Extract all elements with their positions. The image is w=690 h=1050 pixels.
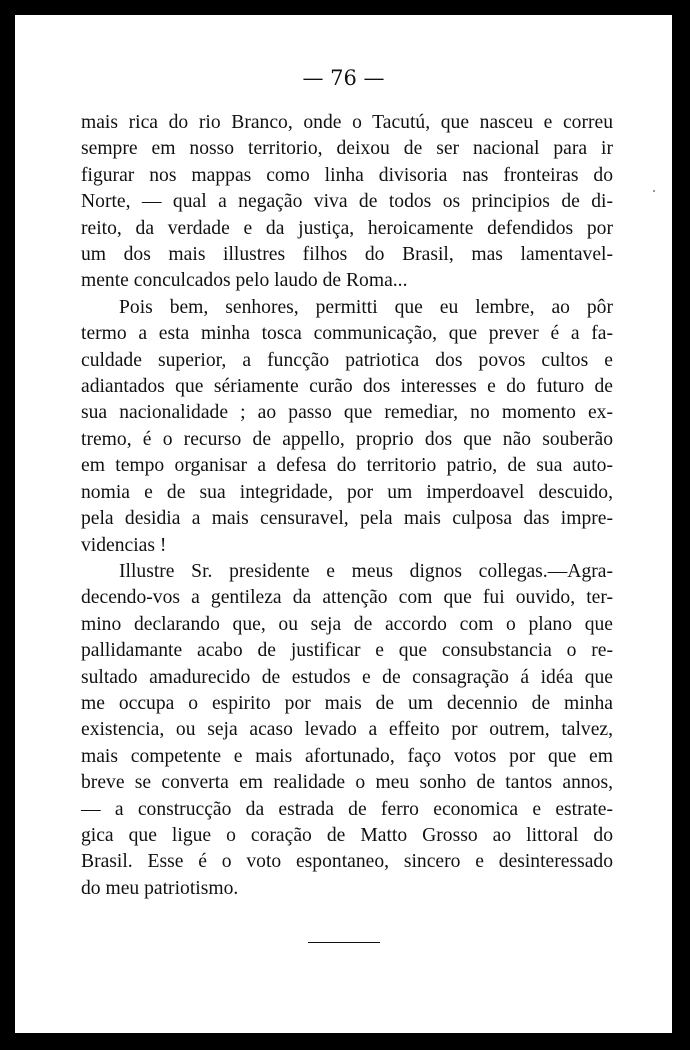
text-line: decendo-vos a gentileza da attenção com que fui ouvido, ter- [81, 587, 613, 609]
book-page [15, 15, 672, 1033]
text-line: pela desidia a mais censuravel, pela mais culposa das impre- [81, 508, 613, 530]
text-line: em tempo organisar a defesa do territorio patrio, de sua auto- [81, 455, 613, 477]
paragraph-1 [81, 110, 613, 295]
text-line: figurar nos mappas como linha divisoria nas fronteiras do [81, 164, 613, 186]
text-line: mente conculcados pelo laudo de Roma... [81, 270, 408, 292]
text-line: nomia e de sua integridade, por um imperdoavel descuido, [81, 481, 613, 503]
text-line: Illustre Sr. presidente e meus dignos collegas.—Agra- [119, 560, 613, 582]
text-line: videncias ! [81, 534, 167, 556]
paragraph-3 [81, 559, 613, 902]
text-line: mino declarando que, ou seja de accordo com o plano que [81, 613, 613, 635]
text-line: sua nacionalidade ; ao passo que remediar, no momento ex- [81, 402, 613, 424]
text-line: um dos mais illustres filhos do Brasil, mas lamentavel- [81, 244, 613, 266]
text-line: existencia, ou seja acaso levado a effeito por outrem, talvez, [81, 719, 613, 741]
end-rule [308, 942, 380, 943]
text-line: adiantados que sériamente curão dos interesses e do futuro de [81, 376, 613, 398]
text-line: mais rica do rio Branco, onde o Tacutú, que nasceu e correu [81, 112, 613, 133]
text-line: Norte, — qual a negação viva de todos os principios de di- [81, 191, 613, 213]
text-line: do meu patriotismo. [81, 877, 239, 899]
paragraph-2 [81, 295, 613, 559]
text-line: pallidamante acabo de justificar e que consubstancia o re- [81, 640, 613, 662]
text-line: tremo, é o recurso de appello, proprio dos que não souberão [81, 428, 613, 450]
text-line: Brasil. Esse é o voto espontaneo, sincero e desinteressado [81, 851, 613, 873]
page-number: — 76 — [302, 66, 385, 90]
text-line: sultado amadurecido de estudos e de consagração á idéa que [81, 666, 613, 688]
text-line: mais competente e mais afortunado, faço votos por que em [81, 745, 613, 767]
text-line: — a construcção da estrada de ferro economica e estrate- [81, 798, 613, 820]
body-text [81, 110, 613, 902]
text-line: termo a esta minha tosca communicação, que prever é a fa- [81, 323, 613, 345]
text-line: reito, da verdade e da justiça, heroicamente defendidos por [81, 217, 613, 239]
text-line: culdade superior, a funcção patriotica dos povos cultos e [81, 349, 613, 371]
ink-speck [653, 190, 655, 192]
text-line: gica que ligue o coração de Matto Grosso ao littoral do [81, 824, 613, 846]
text-line: me occupa o espirito por mais de um decennio de minha [81, 692, 613, 714]
text-line: breve se converta em realidade o meu sonho de tantos annos, [81, 772, 613, 794]
text-line: Pois bem, senhores, permitti que eu lembre, ao pôr [119, 296, 613, 318]
text-line: sempre em nosso territorio, deixou de ser nacional para ir [81, 138, 613, 160]
